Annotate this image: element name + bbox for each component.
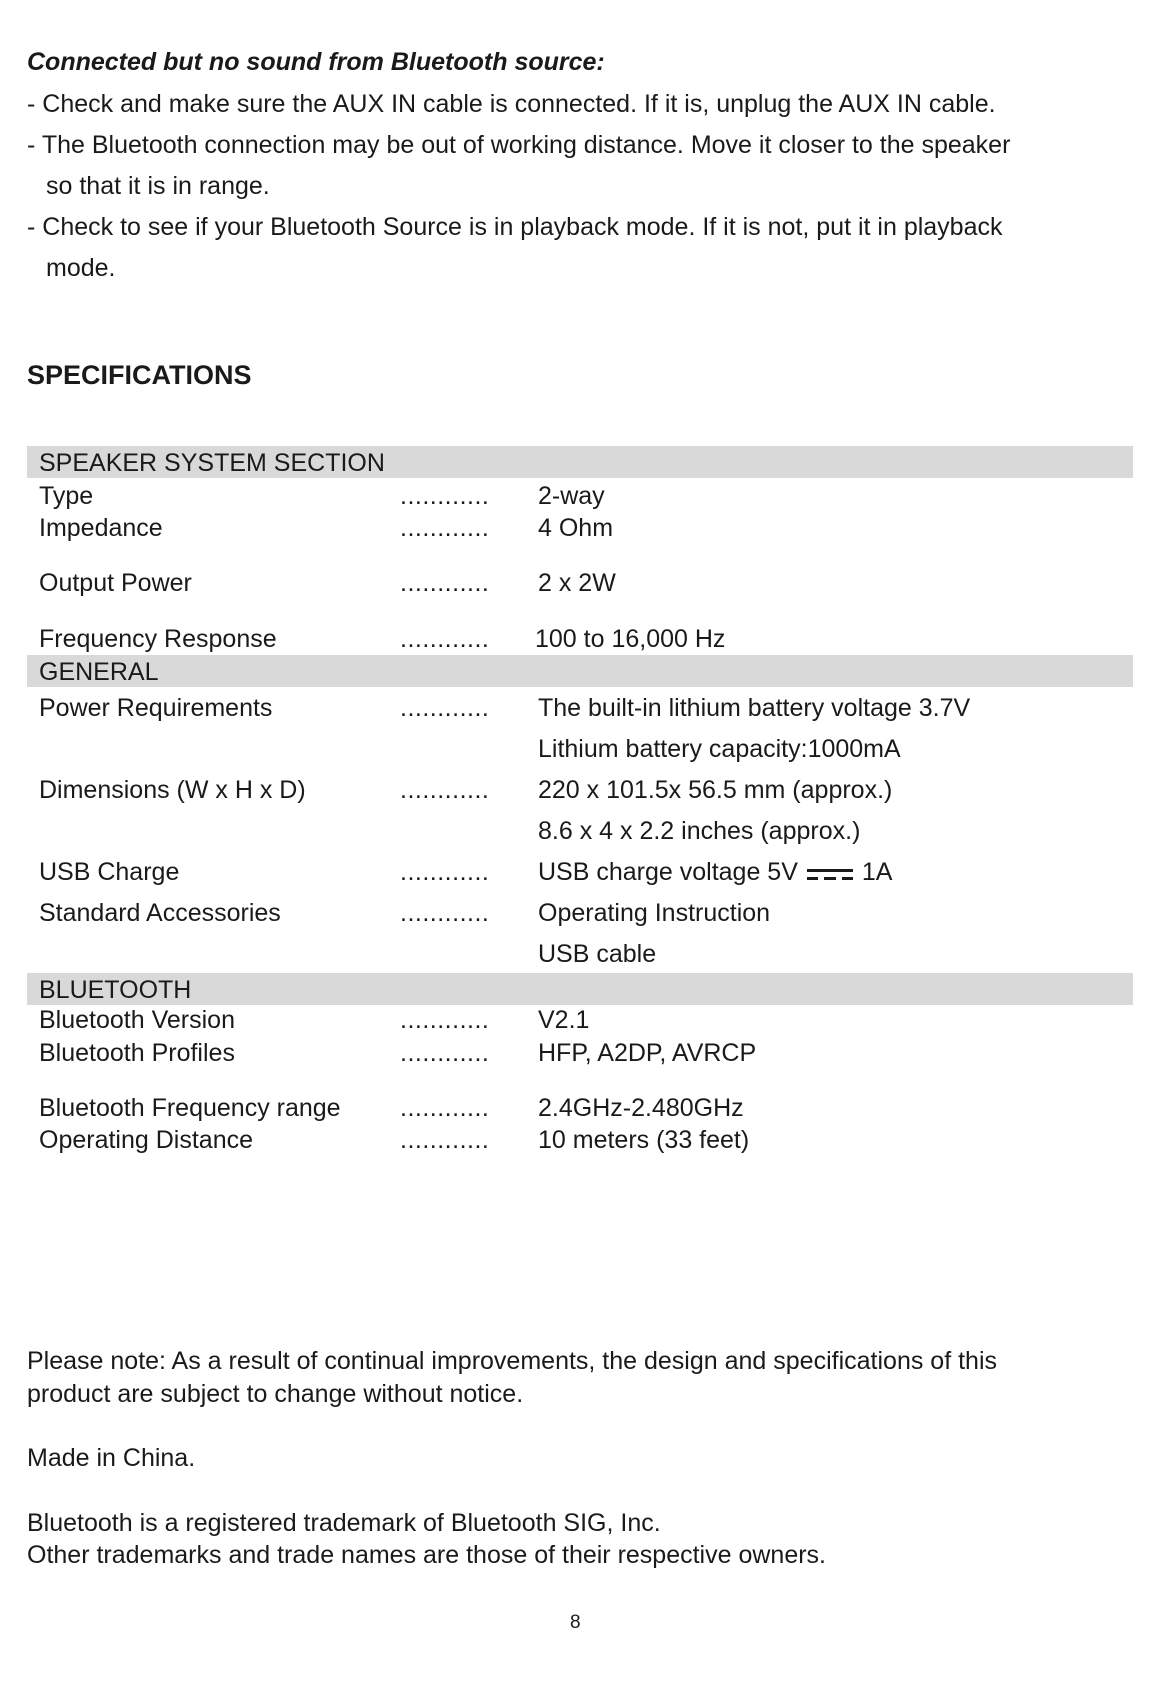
trademark-line-1: Bluetooth is a registered trademark of Bluetooth SIG, Inc.: [27, 1509, 661, 1537]
section-band-bluetooth: [27, 973, 1133, 1005]
spec-value-frequency-response: 100 to 16,000 Hz: [535, 625, 726, 653]
spec-leader-dots: ............: [400, 899, 490, 927]
troubleshoot-line-aux: - Check and make sure the AUX IN cable is connected. If it is, unplug the AUX IN cable.: [27, 90, 996, 118]
trademark-line-2: Other trademarks and trade names are those of their respective owners.: [27, 1541, 826, 1569]
troubleshoot-line-distance: - The Bluetooth connection may be out of working distance. Move it closer to the speaker: [27, 131, 1011, 159]
spec-label-bt-profiles: Bluetooth Profiles: [39, 1039, 235, 1067]
spec-value-accessory-cable: USB cable: [538, 940, 657, 968]
spec-leader-dots: ............: [400, 694, 490, 722]
spec-leader-dots: ............: [400, 514, 490, 542]
spec-value-accessory-instruction: Operating Instruction: [538, 899, 771, 927]
section-header-speaker: SPEAKER SYSTEM SECTION: [39, 449, 385, 477]
spec-value-bt-frequency: 2.4GHz-2.480GHz: [538, 1094, 744, 1122]
section-band-speaker: [27, 446, 1133, 478]
spec-value-power-voltage: The built-in lithium battery voltage 3.7V: [538, 694, 971, 722]
troubleshoot-line-playback-cont: mode.: [46, 254, 116, 282]
troubleshoot-line-playback: - Check to see if your Bluetooth Source is in playback mode. If it is not, put it in playback: [27, 213, 1003, 241]
spec-value-usb-charge: [538, 858, 892, 887]
spec-leader-dots: ............: [400, 1126, 490, 1154]
spec-label-accessories: Standard Accessories: [39, 899, 281, 927]
spec-value-dimensions-inches: 8.6 x 4 x 2.2 inches (approx.): [538, 817, 861, 845]
spec-value-bt-version: V2.1: [538, 1006, 590, 1034]
page-number: 8: [570, 1612, 581, 1633]
spec-value-bt-profiles: HFP, A2DP, AVRCP: [538, 1039, 757, 1067]
spec-value-impedance: 4 Ohm: [538, 514, 614, 542]
spec-label-output-power: Output Power: [39, 569, 192, 597]
spec-label-frequency-response: Frequency Response: [39, 625, 277, 653]
spec-leader-dots: ............: [400, 858, 490, 886]
spec-leader-dots: ............: [400, 482, 490, 510]
spec-label-bt-frequency: Bluetooth Frequency range: [39, 1094, 341, 1122]
spec-value-type: 2-way: [538, 482, 605, 510]
section-header-general: GENERAL: [39, 658, 159, 686]
spec-leader-dots: ............: [400, 1006, 490, 1034]
spec-leader-dots: ............: [400, 625, 490, 653]
spec-value-output-power: 2 x 2W: [538, 569, 616, 597]
troubleshoot-heading: Connected but no sound from Bluetooth source:: [27, 48, 605, 76]
spec-leader-dots: ............: [400, 569, 490, 597]
specifications-title: SPECIFICATIONS: [27, 360, 252, 390]
spec-label-bt-version: Bluetooth Version: [39, 1006, 235, 1034]
spec-value-operating-distance: 10 meters (33 feet): [538, 1126, 750, 1154]
section-band-general: [27, 655, 1133, 687]
spec-label-impedance: Impedance: [39, 514, 163, 542]
section-header-bluetooth: BLUETOOTH: [39, 976, 192, 1004]
spec-value-power-capacity: Lithium battery capacity:1000mA: [538, 735, 901, 763]
usb-voltage-text: USB charge voltage 5V: [538, 858, 798, 886]
note-line-1: Please note: As a result of continual improvements, the design and specifications of this: [27, 1347, 997, 1375]
note-line-2: product are subject to change without notice.: [27, 1380, 524, 1408]
dc-current-icon: [806, 862, 854, 880]
spec-label-operating-distance: Operating Distance: [39, 1126, 254, 1154]
made-in-text: Made in China.: [27, 1444, 196, 1472]
spec-leader-dots: ............: [400, 1039, 490, 1067]
spec-leader-dots: ............: [400, 776, 490, 804]
spec-label-usb-charge: USB Charge: [39, 858, 180, 886]
spec-leader-dots: ............: [400, 1094, 490, 1122]
spec-label-type: Type: [39, 482, 94, 510]
spec-label-dimensions: Dimensions (W x H x D): [39, 776, 306, 804]
spec-label-power: Power Requirements: [39, 694, 273, 722]
usb-current-text: 1A: [861, 858, 893, 886]
troubleshoot-line-distance-cont: so that it is in range.: [46, 172, 270, 200]
spec-value-dimensions-mm: 220 x 101.5x 56.5 mm (approx.): [538, 776, 893, 804]
